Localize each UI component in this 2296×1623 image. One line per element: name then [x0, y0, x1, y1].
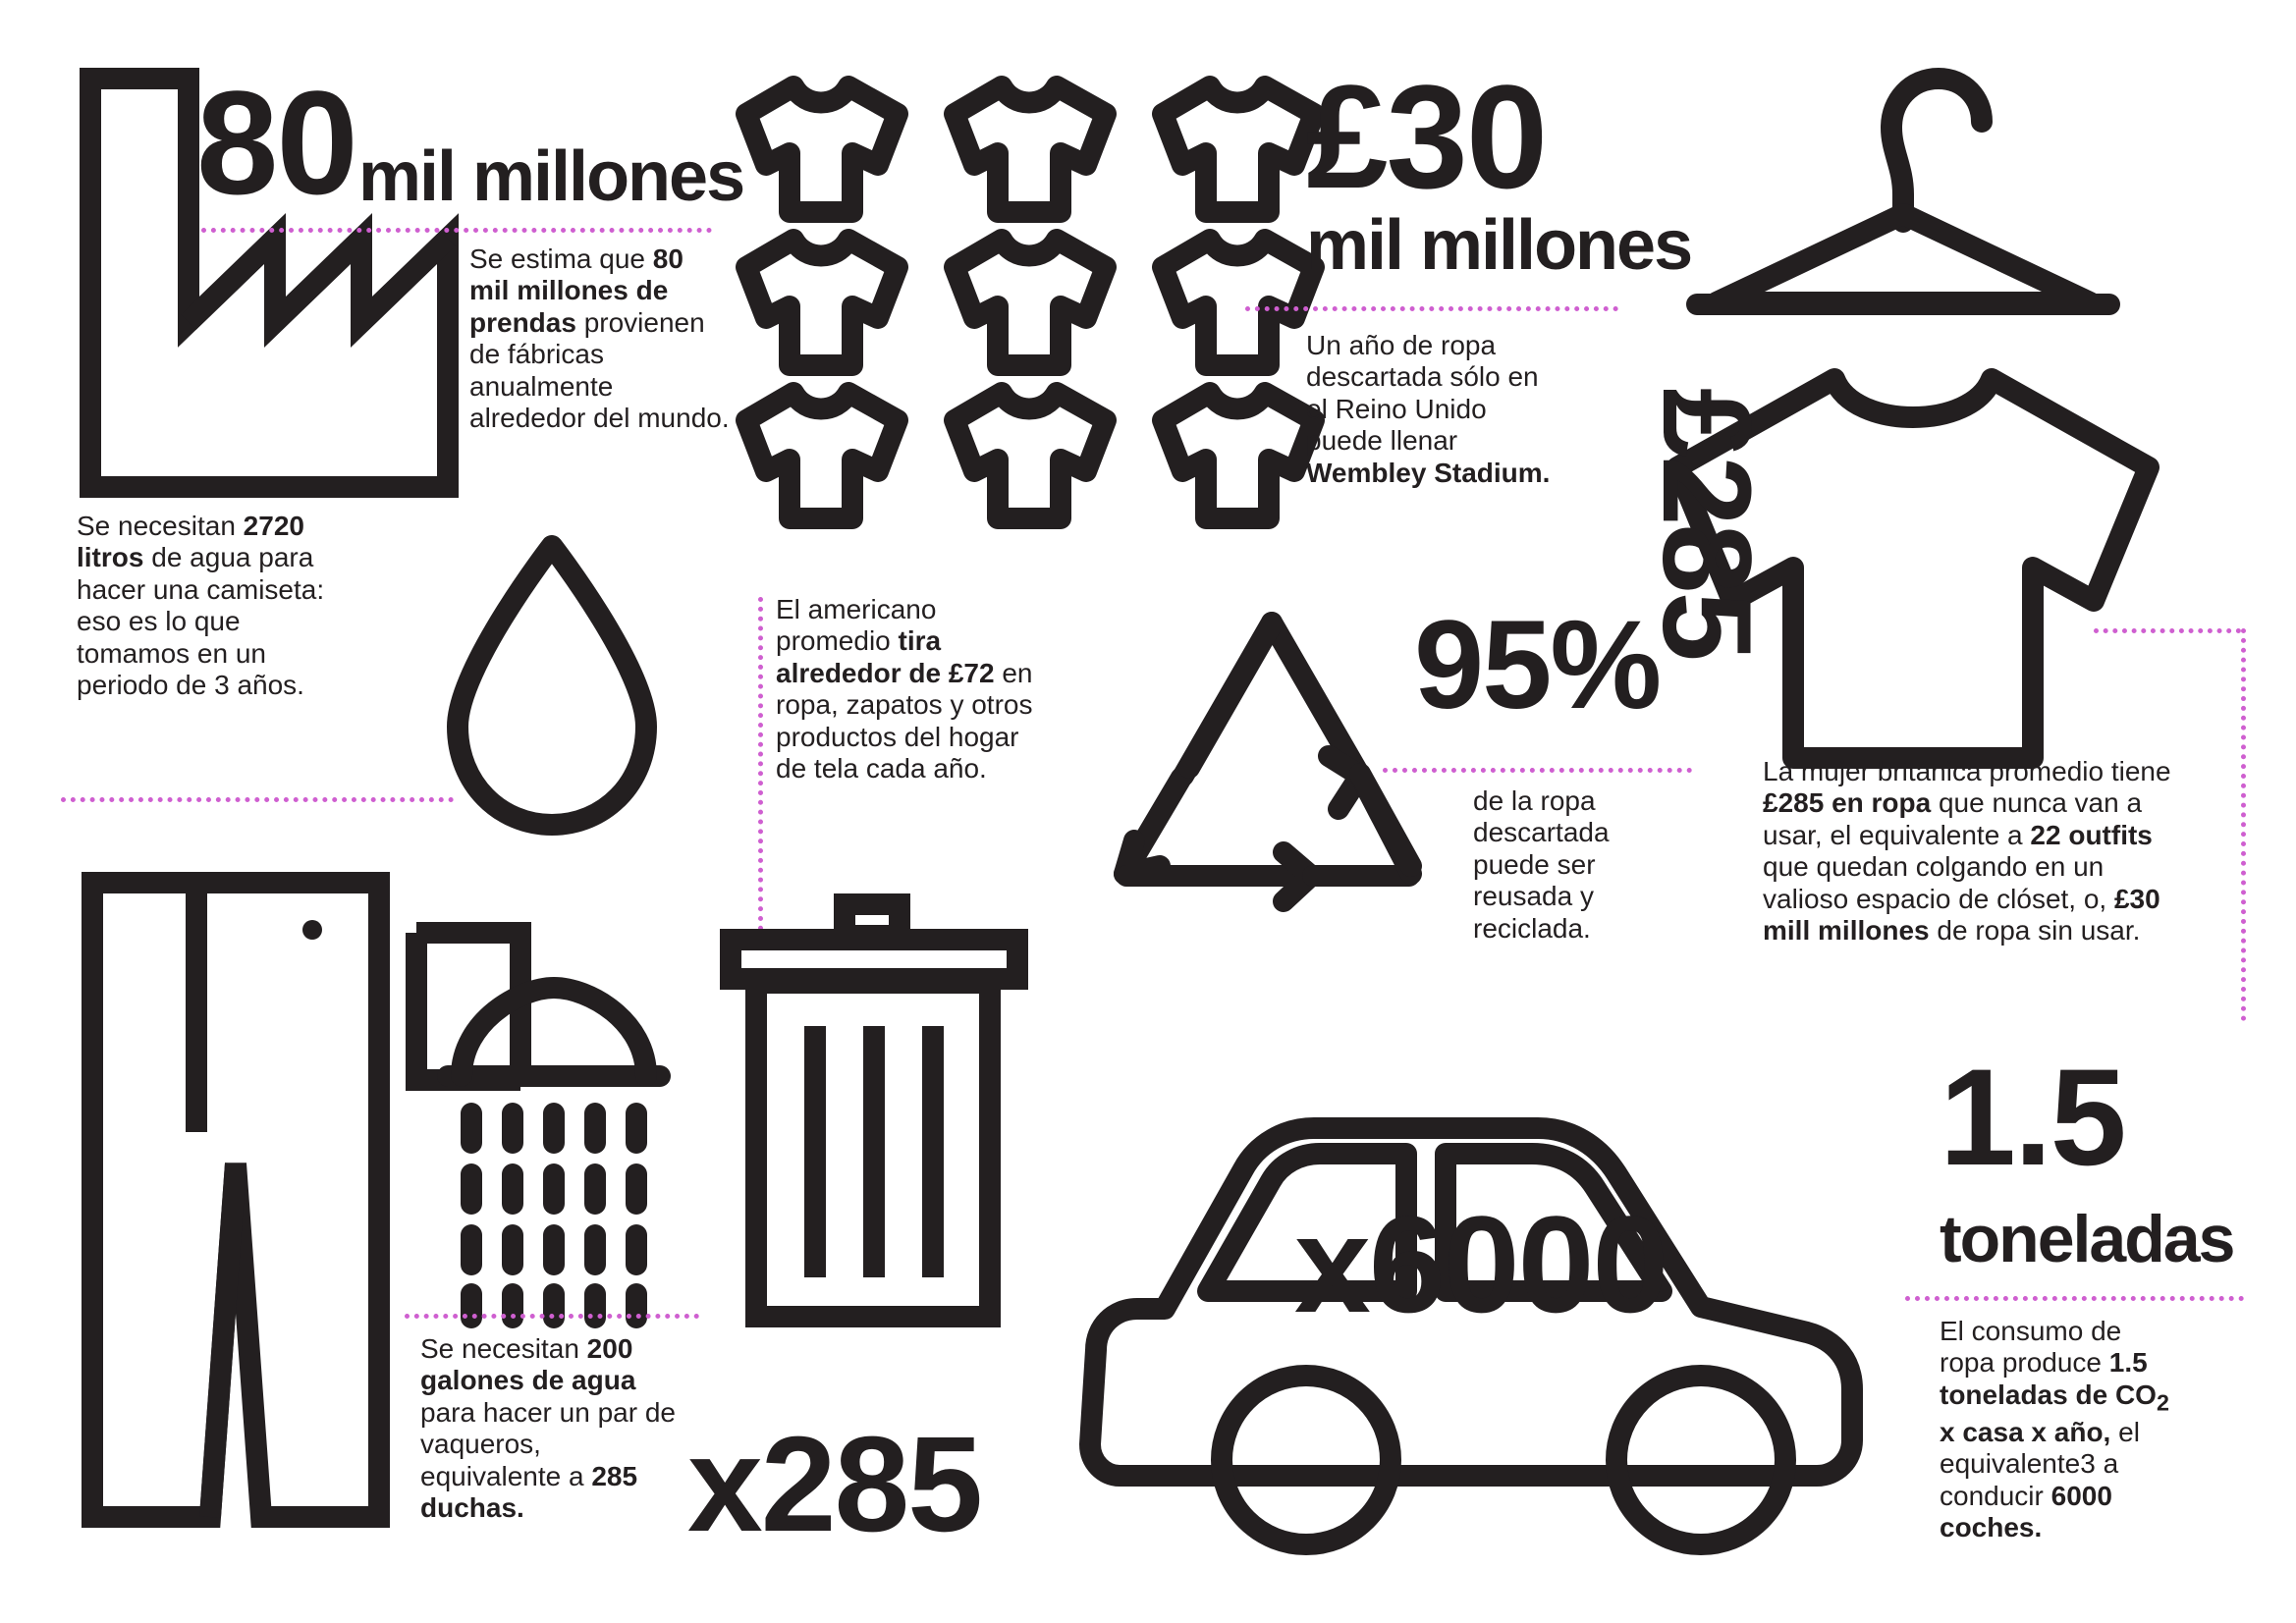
- hanger-connector-dots: [2094, 628, 2241, 633]
- recycle-stat-number: 95%: [1414, 595, 1661, 735]
- tshirt-grid: [729, 69, 1357, 520]
- clothes-hanger-icon: [1658, 57, 2149, 342]
- co2-stat-number: 1.5: [1940, 1040, 2125, 1194]
- bin-multiplier: x285: [687, 1409, 981, 1560]
- water-droplet-icon: [424, 530, 680, 844]
- co2-connector-dots: [1905, 1296, 2244, 1301]
- wembley-stat-number: £30: [1306, 54, 1547, 219]
- hanger-description: La mujer británica promedio tiene £285 en ropa que nunca van a usar, el equivalente a 22 outfits que quedan colgando en un valioso espacio de clóset, o, £30 mill millones de ropa sin usar.: [1763, 756, 2171, 947]
- co2-description: El consumo de ropa produce 1.5 toneladas de $CO_2$ x casa x año, el equivalente3 a conducir 6000 coches.: [1940, 1316, 2169, 1542]
- wembley-connector-dots: [1245, 306, 1618, 311]
- recycle-description: de la ropa descartada puede ser reusada y reciclada.: [1473, 785, 1610, 944]
- wembley-description: Un año de ropa descartada sólo en el Reino Unido puede llenar Wembley Stadium.: [1306, 330, 1551, 488]
- factory-stat-suffix: mil millones: [358, 137, 744, 216]
- jeans-icon: [79, 869, 412, 1537]
- wembley-stat-suffix: mil millones: [1306, 206, 1692, 285]
- co2-stat-suffix: toneladas: [1940, 1202, 2234, 1276]
- trash-bin-icon: [717, 889, 1031, 1330]
- spending-description: El americano promedio tira alrededor de £72 en ropa, zapatos y otros productos del hogar de tela cada año.: [776, 594, 1033, 784]
- tshirt-water-connector-dots: [61, 797, 454, 802]
- tshirt-water-description: Se necesitan 2720 litros de agua para hacer una camiseta: eso es lo que tomamos en un periodo de 3 años.: [77, 511, 325, 701]
- factory-connector-dots: [201, 228, 712, 233]
- car-multiplier: x6000: [1294, 1187, 1667, 1341]
- factory-description: Se estima que 80 mil millones de prendas provienen de fábricas anualmente alrededor del mundo.: [469, 243, 730, 434]
- shower-icon: [403, 874, 707, 1335]
- jeans-connector-dots: [405, 1314, 699, 1319]
- recycle-connector-dots: [1383, 768, 1692, 773]
- hanger-shirt-price-label: £285: [1636, 388, 1777, 660]
- jeans-description: Se necesitan 200 galones de agua para hacer un par de vaqueros, equivalente a 285 duchas.: [420, 1333, 676, 1524]
- hanger-connector-dots-vertical: [2241, 628, 2246, 1021]
- factory-stat-number: 80: [196, 60, 356, 225]
